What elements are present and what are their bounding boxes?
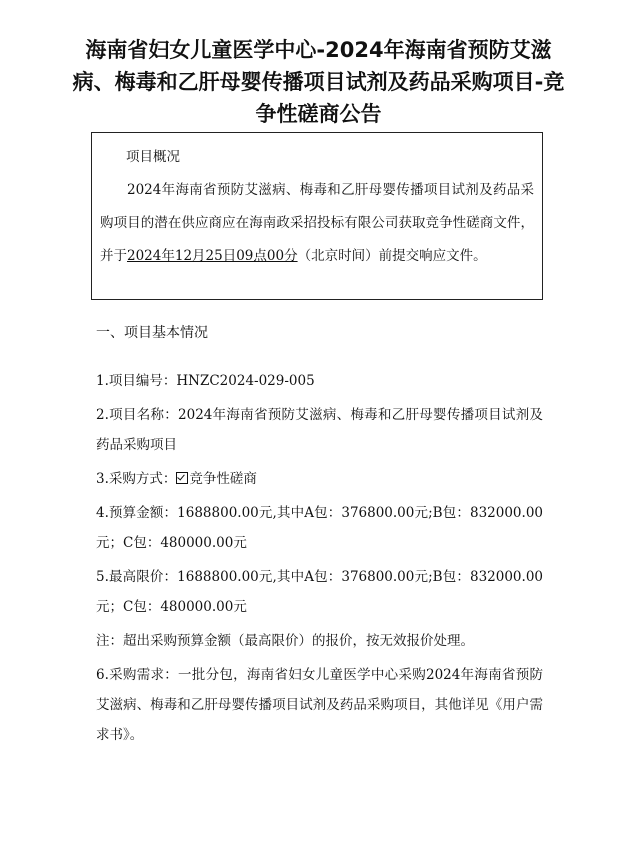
overview-box <box>91 132 543 300</box>
overview-paragraph <box>100 174 534 273</box>
project-number: 1.项目编号：HNZC2024-029-005 <box>96 373 315 389</box>
price-note: 注：超出采购预算金额（最高限价）的报价，按无效报价处理。 <box>96 633 474 649</box>
maximum-price: 5.最高限价：1688800.00元,其中A包：376800.00元;B包：832000.00元；C包：480000.00元 <box>96 569 543 615</box>
project-name: 2.项目名称：2024年海南省预防艾滋病、梅毒和乙肝母婴传播项目试剂及药品采购项目 <box>96 407 543 453</box>
section-heading-basic-info: 一、项目基本情况 <box>96 325 208 341</box>
document-title: 海南省妇女儿童医学中心-2024年海南省预防艾滋病、梅毒和乙肝母婴传播项目试剂及药品采购项目-竞争性磋商公告 <box>72 38 565 126</box>
overview-text-after: （北京时间）前提交响应文件。 <box>297 248 487 264</box>
procurement-method-value: 竞争性磋商 <box>189 471 257 487</box>
procurement-method <box>96 464 543 494</box>
procurement-method-label: 3.采购方式： <box>96 471 177 487</box>
overview-text-before: 2024年海南省预防艾滋病、梅毒和乙肝母婴传播项目试剂及药品采购项目的潜在供应商应在海南政采招投标有限公司获取竞争性磋商文件，并于 <box>100 182 534 264</box>
checked-checkbox-icon <box>176 472 188 484</box>
basic-info-list <box>96 366 543 754</box>
submission-deadline: 2024年12月25日09点00分 <box>127 248 298 264</box>
budget-amount: 4.预算金额：1688800.00元,其中A包：376800.00元;B包：832000.00元；C包：480000.00元 <box>96 505 543 551</box>
overview-heading: 项目概况 <box>126 149 180 165</box>
procurement-requirement: 6.采购需求：一批分包，海南省妇女儿童医学中心采购2024年海南省预防艾滋病、梅毒和乙肝母婴传播项目试剂及药品采购项目，其他详见《用户需求书》。 <box>96 667 543 743</box>
